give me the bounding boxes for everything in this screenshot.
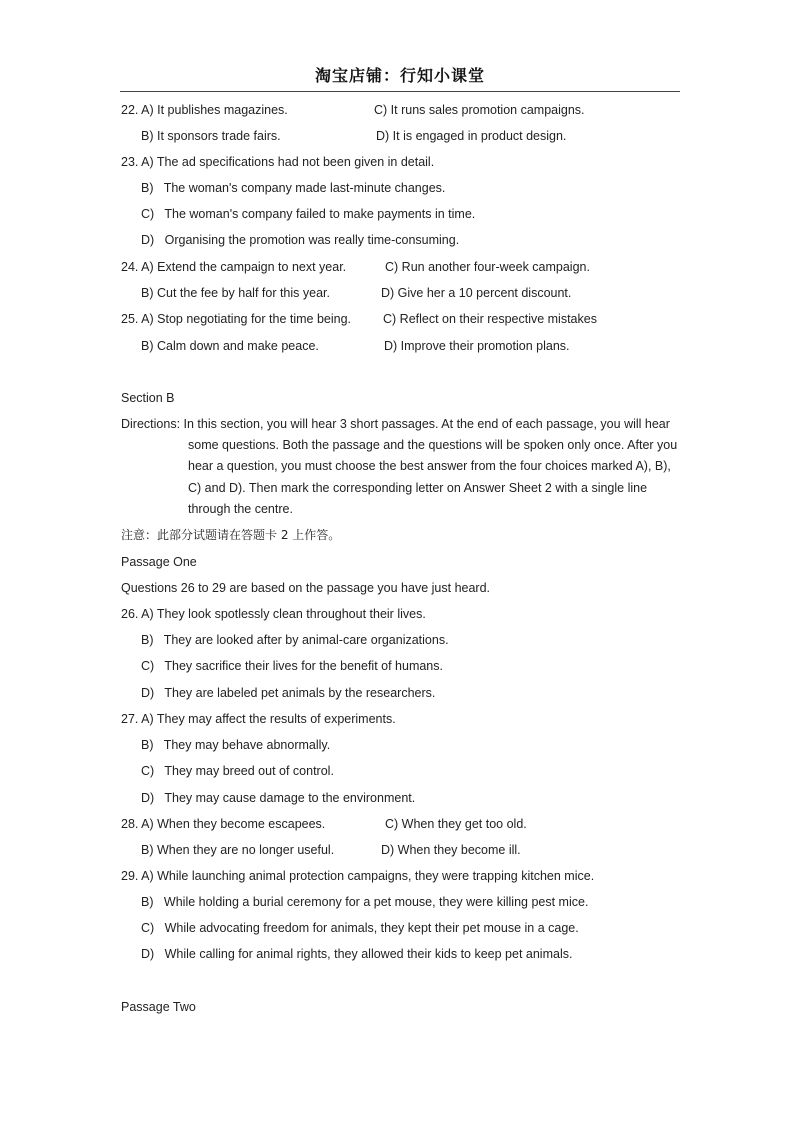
- q28-option-c: C) When they get too old.: [385, 817, 527, 831]
- q27-option-b: B) They may behave abnormally.: [141, 738, 331, 752]
- page-header-title: 淘宝店铺：行知小课堂: [314, 66, 485, 85]
- q28-option-d: D) When they become ill.: [381, 843, 521, 857]
- q22-option-d: D) It is engaged in product design.: [376, 129, 567, 143]
- passage-two-title: Passage Two: [121, 1000, 196, 1014]
- q25-option-d: D) Improve their promotion plans.: [384, 339, 570, 353]
- q26-option-d: D) They are labeled pet animals by the researchers.: [141, 686, 436, 700]
- q23-option-c: C) The woman's company failed to make payments in time.: [141, 207, 476, 221]
- q24-option-b: B) Cut the fee by half for this year.: [141, 286, 330, 300]
- q27-option-a: 27. A) They may affect the results of experiments.: [121, 712, 396, 726]
- q29-option-b: B) While holding a burial ceremony for a pet mouse, they were killing pest mice.: [141, 895, 589, 909]
- q23-option-d: D) Organising the promotion was really time-consuming.: [141, 233, 460, 247]
- q22-option-c: C) It runs sales promotion campaigns.: [374, 103, 585, 117]
- directions-line-2: some questions. Both the passage and the questions will be spoken only once. After you: [188, 438, 678, 452]
- q26-option-b: B) They are looked after by animal-care organizations.: [141, 633, 449, 647]
- q25-option-b: B) Calm down and make peace.: [141, 339, 319, 353]
- header-divider: [120, 91, 680, 92]
- answer-sheet-note: 注意：此部分试题请在答题卡 2 上作答。: [121, 528, 341, 542]
- q24-option-d: D) Give her a 10 percent discount.: [381, 286, 572, 300]
- q28-option-a: 28. A) When they become escapees.: [121, 817, 326, 831]
- q28-option-b: B) When they are no longer useful.: [141, 843, 335, 857]
- q26-option-a: 26. A) They look spotlessly clean throughout their lives.: [121, 607, 426, 621]
- q25-option-c: C) Reflect on their respective mistakes: [383, 312, 597, 326]
- q27-option-d: D) They may cause damage to the environment.: [141, 791, 416, 805]
- q22-option-b: B) It sponsors trade fairs.: [141, 129, 281, 143]
- directions-line-1: Directions: In this section, you will hear 3 short passages. At the end of each passage, you will hear: [121, 417, 670, 431]
- q29-option-a: 29. A) While launching animal protection campaigns, they were trapping kitchen mice.: [121, 869, 595, 883]
- directions-line-4: C) and D). Then mark the corresponding letter on Answer Sheet 2 with a single line: [188, 481, 648, 495]
- passage-one-intro: Questions 26 to 29 are based on the passage you have just heard.: [121, 581, 491, 595]
- q23-option-b: B) The woman's company made last-minute changes.: [141, 181, 446, 195]
- q24-option-a: 24. A) Extend the campaign to next year.: [121, 260, 347, 274]
- q29-option-c: C) While advocating freedom for animals, they kept their pet mouse in a cage.: [141, 921, 579, 935]
- passage-one-title: Passage One: [121, 555, 197, 569]
- q29-option-d: D) While calling for animal rights, they allowed their kids to keep pet animals.: [141, 947, 573, 961]
- q26-option-c: C) They sacrifice their lives for the benefit of humans.: [141, 659, 443, 673]
- q23-option-a: 23. A) The ad specifications had not been given in detail.: [121, 155, 435, 169]
- q22-option-a: 22. A) It publishes magazines.: [121, 103, 288, 117]
- directions-line-3: hear a question, you must choose the best answer from the four choices marked A), B),: [188, 459, 671, 473]
- q24-option-c: C) Run another four-week campaign.: [385, 260, 590, 274]
- q27-option-c: C) They may breed out of control.: [141, 764, 334, 778]
- section-b-title: Section B: [121, 391, 175, 405]
- q25-option-a: 25. A) Stop negotiating for the time being.: [121, 312, 352, 326]
- directions-line-5: through the centre.: [188, 502, 293, 516]
